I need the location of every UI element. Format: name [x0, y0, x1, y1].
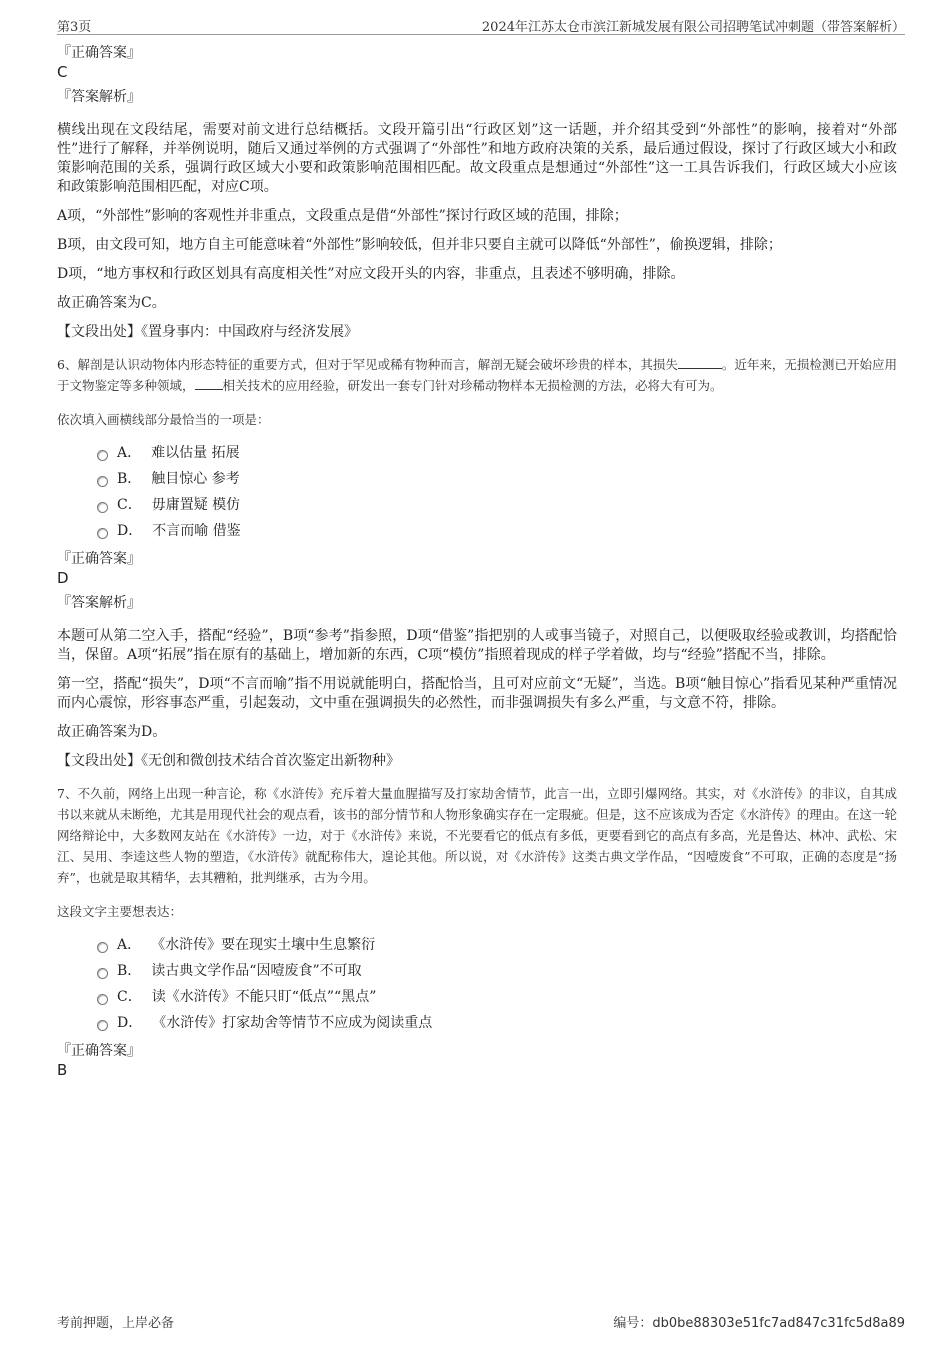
- radio-button[interactable]: [97, 942, 108, 953]
- q7-option-c[interactable]: [97, 984, 897, 1010]
- q6-answer: D: [57, 569, 69, 587]
- option-letter: B．: [117, 963, 142, 979]
- code-value: db0be88303e51fc7ad847c31fc5d8a89: [652, 1316, 905, 1331]
- q6-text-part: 。近年来，无损检测已开始应用于文物鉴定等多种领域，: [57, 357, 897, 393]
- q6-analysis-para: 故正确答案为D。: [57, 724, 167, 740]
- q5-analysis-para: B项，由文段可知，地方自主可能意味着“外部性”影响较低，但并非只要自主就可以降低“外部性”，偷换逻辑，排除；: [57, 237, 782, 253]
- q7-answer: B: [57, 1061, 68, 1079]
- footer-slogan: 考前押题，上岸必备: [57, 1316, 175, 1331]
- option-text: 读古典文学作品“因噎废食”不可取: [151, 963, 362, 979]
- radio-button[interactable]: [97, 528, 108, 539]
- q7-option-d[interactable]: [97, 1010, 897, 1036]
- radio-button[interactable]: [97, 968, 108, 979]
- q6-option-d[interactable]: [97, 518, 897, 544]
- correct-answer-label: 『正确答案』: [57, 1043, 141, 1059]
- q7-option-b[interactable]: [97, 958, 897, 984]
- q6-analysis-para: 第一空，搭配“损失”，D项“不言而喻”指不用说就能明白，搭配恰当，且可对应前文“无疑”，当选。B项“触目惊心”指看见某种严重情况而内心震惊，形容事态严重，引起轰动，文中重在强调损失的必然性，而非强调损失有多么严重，与文意不符，排除。: [57, 676, 897, 711]
- option-letter: C．: [117, 497, 142, 513]
- q7-options: [97, 932, 897, 1036]
- q6-option-a[interactable]: [97, 440, 897, 466]
- option-letter: B．: [117, 471, 142, 487]
- correct-answer-label: 『正确答案』: [57, 551, 141, 567]
- option-text: 读《水浒传》不能只盯“低点”“黑点”: [151, 989, 377, 1005]
- q6-prompt: 依次填入画横线部分最恰当的一项是：: [57, 412, 270, 427]
- option-text: 触目惊心 参考: [151, 471, 240, 487]
- fill-blank: [195, 389, 223, 390]
- q6-source: 【文段出处】《无创和微创技术结合首次鉴定出新物种》: [57, 753, 400, 769]
- q6-text-part: 相关技术的应用经验，研发出一套专门针对珍稀动物样本无损检测的方法，必将大有可为。: [222, 378, 723, 393]
- option-letter: D．: [117, 1015, 143, 1031]
- radio-button[interactable]: [97, 994, 108, 1005]
- radio-button[interactable]: [97, 1020, 108, 1031]
- q6-option-b[interactable]: [97, 466, 897, 492]
- radio-button[interactable]: [97, 476, 108, 487]
- q5-analysis-para: 横线出现在文段结尾，需要对前文进行总结概括。文段开篇引出“行政区划”这一话题，并介绍其受到“外部性”的影响，接着对“外部性”进行了解释，并举例说明，随后又通过举例的方式强调了“外部性”和地方政府决策的关系，最后通过假设，探讨了行政区域大小和政策影响范围的关系，强调行政区域大小要和政策影响范围相匹配。故文段重点是想通过“外部性”这一工具告诉我们，行政区域大小应该和政策影响范围相匹配，对应C项。: [57, 122, 897, 195]
- q7-question: 7、不久前，网络上出现一种言论，称《水浒传》充斥着大量血腥描写及打家劫舍情节，此言一出，立即引爆网络。其实，对《水浒传》的非议，自其成书以来就从未断绝，尤其是用现代社会的观点看，该书的部分情节和人物形象确实存在一定瑕疵。但是，这不应该成为否定《水浒传》的理由。在这一轮网络辩论中，大多数网友站在《水浒传》一边，对于《水浒传》来说，不光要看它的低点有多低，更要看到它的高点有多高，光是鲁达、林冲、武松、宋江、吴用、李逵这些人物的塑造，《水浒传》就配称伟大，遑论其他。所以说，对《水浒传》这类古典文学作品，“因噎废食”不可取，正确的态度是“扬弃”，也就是取其精华，去其糟粕，批判继承，古为今用。: [57, 786, 897, 885]
- analysis-label: 『答案解析』: [57, 595, 141, 611]
- option-text: 《水浒传》要在现实土壤中生息繁衍: [151, 937, 376, 953]
- option-text: 毋庸置疑 模仿: [151, 497, 241, 513]
- q6-text-part: 6、解剖是认识动物体内形态特征的重要方式，但对于罕见或稀有物种而言，解剖无疑会破坏珍贵的样本，其损失: [57, 357, 678, 372]
- document-title: 2024年江苏太仓市滨江新城发展有限公司招聘笔试冲刺题（带答案解析）: [481, 20, 905, 35]
- document-code: [613, 1312, 905, 1331]
- code-label: 编号：: [613, 1316, 653, 1331]
- q6-option-c[interactable]: [97, 492, 897, 518]
- fill-blank: [678, 368, 722, 369]
- q5-analysis-para: A项，“外部性”影响的客观性并非重点，文段重点是借“外部性”探讨行政区域的范围，排除；: [57, 208, 628, 224]
- option-text: 不言而喻 借鉴: [152, 523, 241, 539]
- radio-button[interactable]: [97, 502, 108, 513]
- q5-answer: C: [57, 63, 68, 81]
- main-content: [57, 44, 897, 1086]
- option-text: 难以估量 拓展: [151, 445, 240, 461]
- page-number: 第3页: [57, 20, 92, 35]
- q6-analysis-para: 本题可从第二空入手，搭配“经验”，B项“参考”指参照，D项“借鉴”指把别的人或事当镜子，对照自己，以便吸取经验或教训，均搭配恰当，保留。A项“拓展”指在原有的基础上，增加新的东西，C项“模仿”指照着现成的样子学着做，均与“经验”搭配不当，排除。: [57, 628, 897, 663]
- option-letter: C．: [117, 989, 142, 1005]
- q5-analysis-para: D项，“地方事权和行政区划具有高度相关性”对应文段开头的内容，非重点，且表述不够明确，排除。: [57, 266, 685, 282]
- radio-button[interactable]: [97, 450, 108, 461]
- option-text: 《水浒传》打家劫舍等情节不应成为阅读重点: [152, 1015, 433, 1031]
- analysis-label: 『答案解析』: [57, 89, 141, 105]
- q6-question: [57, 354, 897, 396]
- page-header: [57, 14, 905, 35]
- q7-option-a[interactable]: [97, 932, 897, 958]
- q5-source: 【文段出处】《置身事内：中国政府与经济发展》: [57, 324, 358, 340]
- q6-options: [97, 440, 897, 544]
- option-letter: D．: [117, 523, 143, 539]
- option-letter: A．: [117, 445, 142, 461]
- correct-answer-label: 『正确答案』: [57, 45, 141, 61]
- q7-prompt: 这段文字主要想表达：: [57, 904, 183, 919]
- option-letter: A．: [117, 937, 142, 953]
- q5-analysis-para: 故正确答案为C。: [57, 295, 166, 311]
